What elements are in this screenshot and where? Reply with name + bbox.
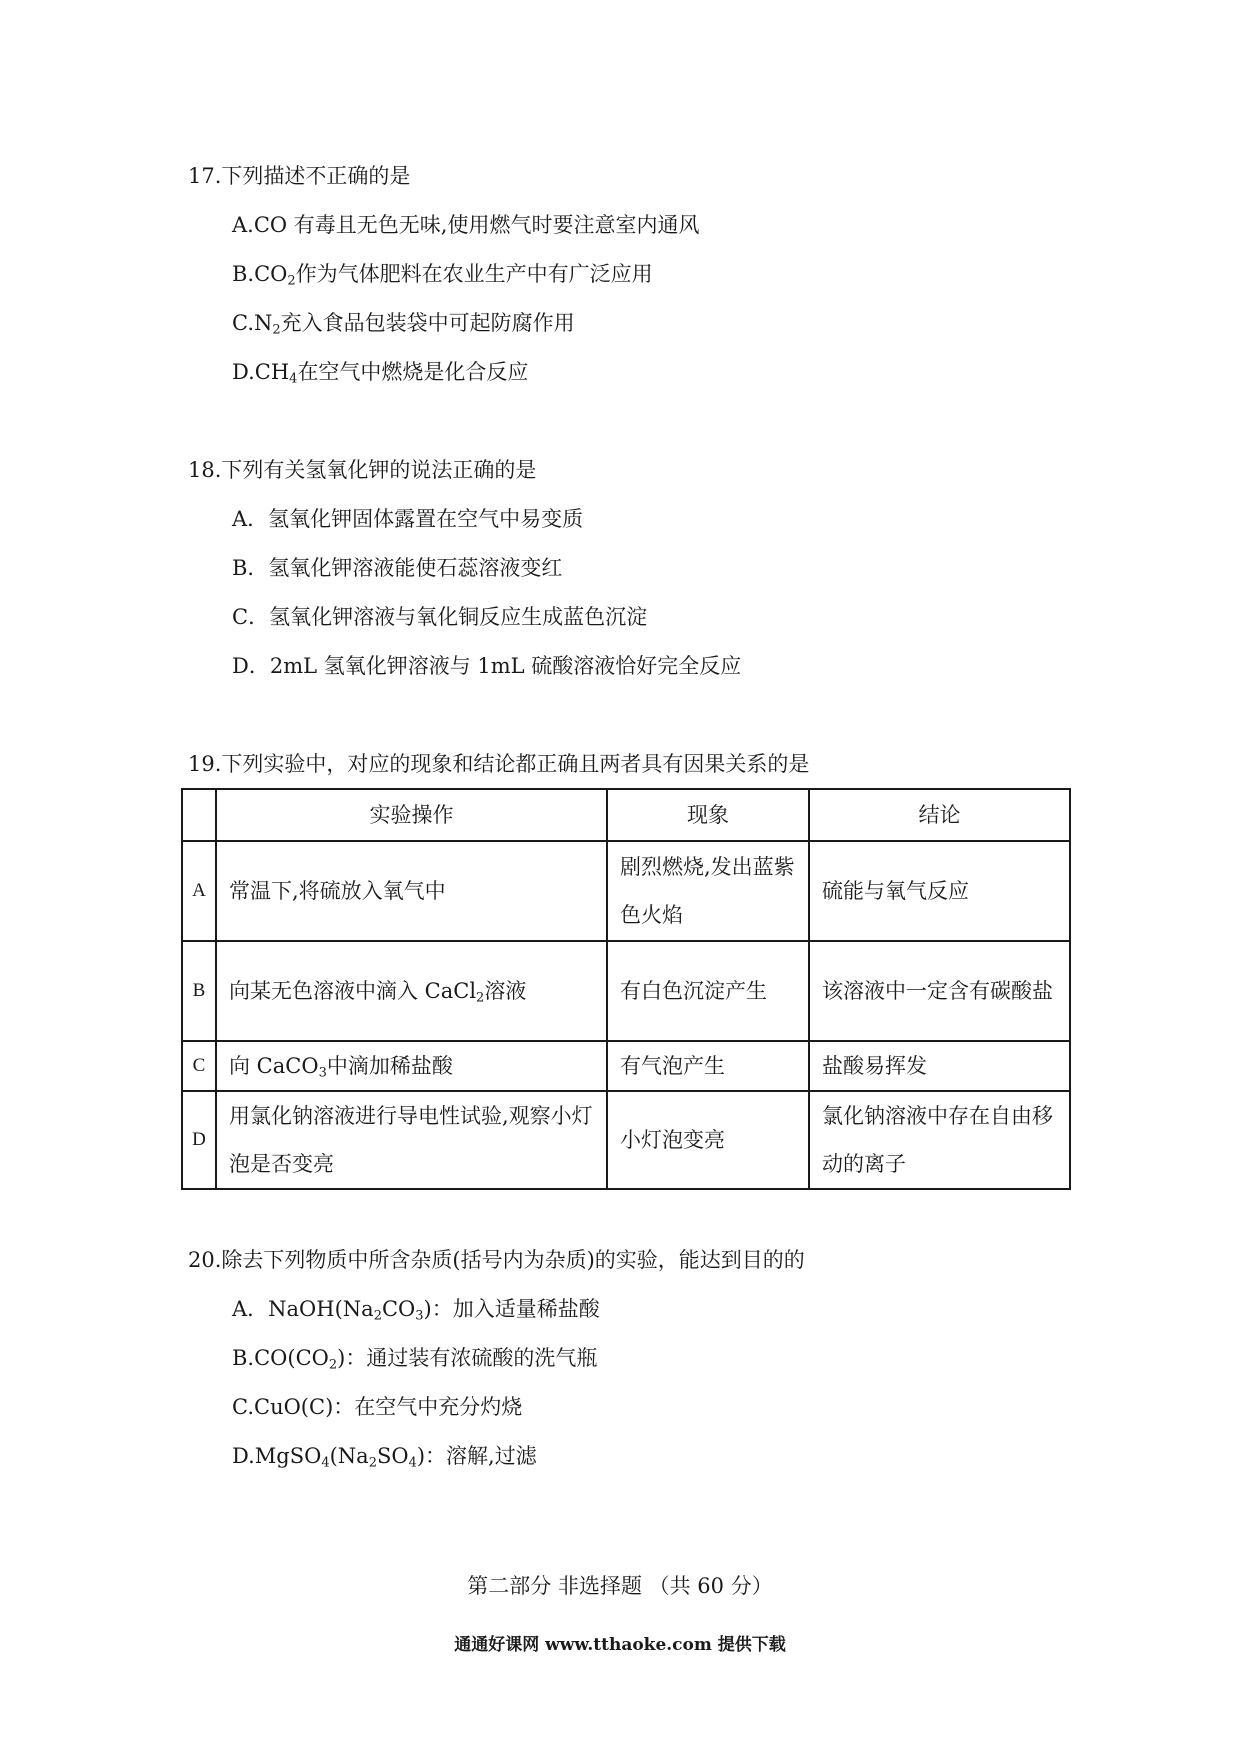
- operation-text-2: 溶液: [484, 979, 527, 1003]
- cell-operation: 用氯化钠溶液进行导电性试验,观察小灯泡是否变亮: [216, 1091, 607, 1189]
- q17-d-subscript: 4: [289, 371, 298, 387]
- cell-operation: [216, 1041, 607, 1091]
- q20-d-subscript-1: 4: [321, 1455, 330, 1471]
- q17-b-text-1: B.CO: [232, 262, 288, 286]
- q20-a-subscript-1: 2: [373, 1308, 382, 1324]
- section-heading: 第二部分 非选择题 （共 60 分）: [467, 1574, 773, 1598]
- cell-conclusion: 该溶液中一定含有碳酸盐: [809, 941, 1070, 1041]
- operation-subscript: 2: [476, 990, 485, 1006]
- cell-operation: [216, 941, 607, 1041]
- q20-a-text-1: A．NaOH(Na: [232, 1297, 374, 1321]
- q18-option-d: D．2mL 氢氧化钾溶液与 1mL 硫酸溶液恰好完全反应: [232, 654, 742, 678]
- q20-b-subscript-1: 2: [328, 1357, 338, 1373]
- cell-operation: 常温下,将硫放入氧气中: [216, 841, 607, 941]
- q17-c-text-2: 充入食品包装袋中可起防腐作用: [280, 311, 575, 335]
- q17-b-subscript: 2: [287, 273, 296, 289]
- q20-d-text-3: SO: [376, 1444, 409, 1468]
- question-19-title: 19.下列实验中，对应的现象和结论都正确且两者具有因果关系的是: [188, 752, 810, 776]
- q17-option-a: A.CO 有毒且无色无味,使用燃气时要注意室内通风: [232, 213, 700, 237]
- table-row: [182, 1041, 1070, 1091]
- q17-d-text-1: D.CH: [232, 360, 290, 384]
- table-row: [182, 1091, 1070, 1189]
- q20-d-subscript-3: 4: [408, 1455, 417, 1471]
- cell-phenomenon: 有白色沉淀产生: [607, 941, 809, 1041]
- cell-conclusion: 硫能与氧气反应: [809, 841, 1070, 941]
- q20-option-c: C.CuO(C)：在空气中充分灼烧: [232, 1395, 523, 1419]
- q20-b-text-2: )：通过装有浓硫酸的洗气瓶: [337, 1346, 598, 1370]
- experiment-table: [181, 788, 1071, 1190]
- q20-d-text-4: )：溶解,过滤: [416, 1444, 537, 1468]
- operation-subscript: 3: [318, 1065, 327, 1081]
- q20-d-text-2: (Na: [329, 1444, 369, 1468]
- operation-text-1: 向 CaCO: [229, 1054, 319, 1078]
- q18-option-c: C．氢氧化钾溶液与氧化铜反应生成蓝色沉淀: [232, 605, 648, 629]
- row-label: D: [182, 1091, 216, 1189]
- q20-d-text-1: D.MgSO: [232, 1444, 322, 1468]
- q18-option-b: B．氢氧化钾溶液能使石蕊溶液变红: [232, 556, 563, 580]
- q18-option-a: A．氢氧化钾固体露置在空气中易变质: [232, 507, 584, 531]
- question-20-title: 20.除去下列物质中所含杂质(括号内为杂质)的实验，能达到目的的: [188, 1248, 805, 1272]
- q17-option-b: [232, 260, 653, 288]
- row-label: B: [182, 941, 216, 1041]
- cell-conclusion: 氯化钠溶液中存在自由移动的离子: [809, 1091, 1070, 1189]
- cell-phenomenon: 剧烈燃烧,发出蓝紫色火焰: [607, 841, 809, 941]
- header-conclusion: 结论: [809, 789, 1070, 841]
- header-blank: [182, 789, 216, 841]
- header-phenomenon: 现象: [607, 789, 809, 841]
- table-header-row: [182, 789, 1070, 841]
- operation-text-1: 向某无色溶液中滴入 CaCl: [229, 979, 477, 1003]
- row-label: C: [182, 1041, 216, 1091]
- table-row: [182, 841, 1070, 941]
- q17-b-text-2: 作为气体肥料在农业生产中有广泛应用: [295, 262, 653, 286]
- q17-c-text-1: C.N: [232, 311, 273, 335]
- cell-conclusion: 盐酸易挥发: [809, 1041, 1070, 1091]
- source-footer: 通通好课网 www.tthaoke.com 提供下载: [454, 1635, 786, 1655]
- q20-a-text-3: )：加入适量稀盐酸: [423, 1297, 600, 1321]
- cell-phenomenon: 有气泡产生: [607, 1041, 809, 1091]
- q20-b-text-1: B.CO(CO: [232, 1346, 329, 1370]
- operation-text-2: 中滴加稀盐酸: [326, 1054, 453, 1078]
- q20-d-subscript-2: 2: [368, 1455, 377, 1471]
- q17-option-c: [232, 309, 575, 337]
- q17-option-d: [232, 358, 528, 386]
- q20-option-d: [232, 1442, 537, 1470]
- q17-c-subscript: 2: [272, 322, 281, 338]
- q20-option-b: [232, 1344, 597, 1372]
- q17-d-text-2: 在空气中燃烧是化合反应: [297, 360, 529, 384]
- q20-option-a: [232, 1295, 600, 1323]
- question-17-title: 17.下列描述不正确的是: [188, 164, 411, 188]
- header-operation: 实验操作: [216, 789, 607, 841]
- table-row: [182, 941, 1070, 1041]
- cell-phenomenon: 小灯泡变亮: [607, 1091, 809, 1189]
- q20-a-subscript-2: 3: [415, 1308, 424, 1324]
- q20-a-text-2: CO: [381, 1297, 416, 1321]
- question-18-title: 18.下列有关氢氧化钾的说法正确的是: [188, 458, 537, 482]
- row-label: A: [182, 841, 216, 941]
